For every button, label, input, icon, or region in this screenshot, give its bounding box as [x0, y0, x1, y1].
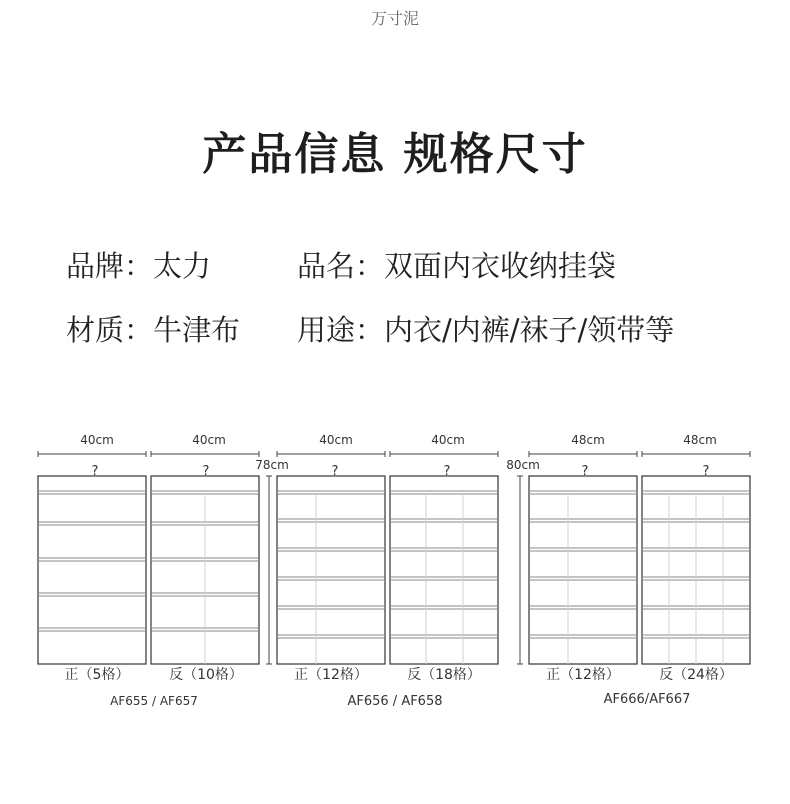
panel-front — [38, 476, 146, 664]
width-label: 48cm — [683, 433, 717, 447]
panel-front — [277, 476, 385, 664]
panel-label: 正（5格） — [64, 667, 130, 683]
panel-front — [529, 476, 637, 664]
model-number: AF656 / AF658 — [347, 694, 443, 709]
panel-back — [390, 476, 498, 664]
model-number: AF666/AF667 — [603, 692, 691, 707]
panel-label: 正（12格） — [294, 667, 368, 683]
panel-label: 正（12格） — [546, 667, 620, 683]
model-number: AF655 / AF657 — [110, 694, 198, 708]
hook-icon: ? — [443, 464, 451, 479]
page-title: 产品信息 规格尺寸 — [202, 129, 588, 180]
panel-label: 反（18格） — [407, 667, 481, 683]
info-usage: 用途：内衣/内裤/袜子/领带等 — [297, 313, 675, 347]
hook-icon: ? — [702, 464, 710, 479]
height-label: 80cm — [506, 458, 540, 472]
hook-icon: ? — [581, 464, 589, 479]
info-material: 材质：牛津布 — [66, 313, 241, 347]
width-label: 40cm — [431, 433, 465, 447]
panel-label: 反（10格） — [169, 667, 243, 683]
hook-icon: ? — [202, 464, 210, 479]
width-label: 40cm — [192, 433, 226, 447]
hook-icon: ? — [331, 464, 339, 479]
watermark: 万寸泥 — [370, 9, 419, 28]
info-brand: 品牌：太力 — [66, 249, 212, 283]
hook-icon: ? — [91, 464, 99, 479]
size-diagram — [0, 420, 790, 720]
height-label: 78cm — [255, 458, 289, 472]
width-label: 40cm — [319, 433, 353, 447]
info-product-name: 品名：双面内衣收纳挂袋 — [297, 249, 617, 283]
width-label: 40cm — [80, 433, 114, 447]
width-label: 48cm — [571, 433, 605, 447]
panel-label: 反（24格） — [659, 667, 733, 683]
